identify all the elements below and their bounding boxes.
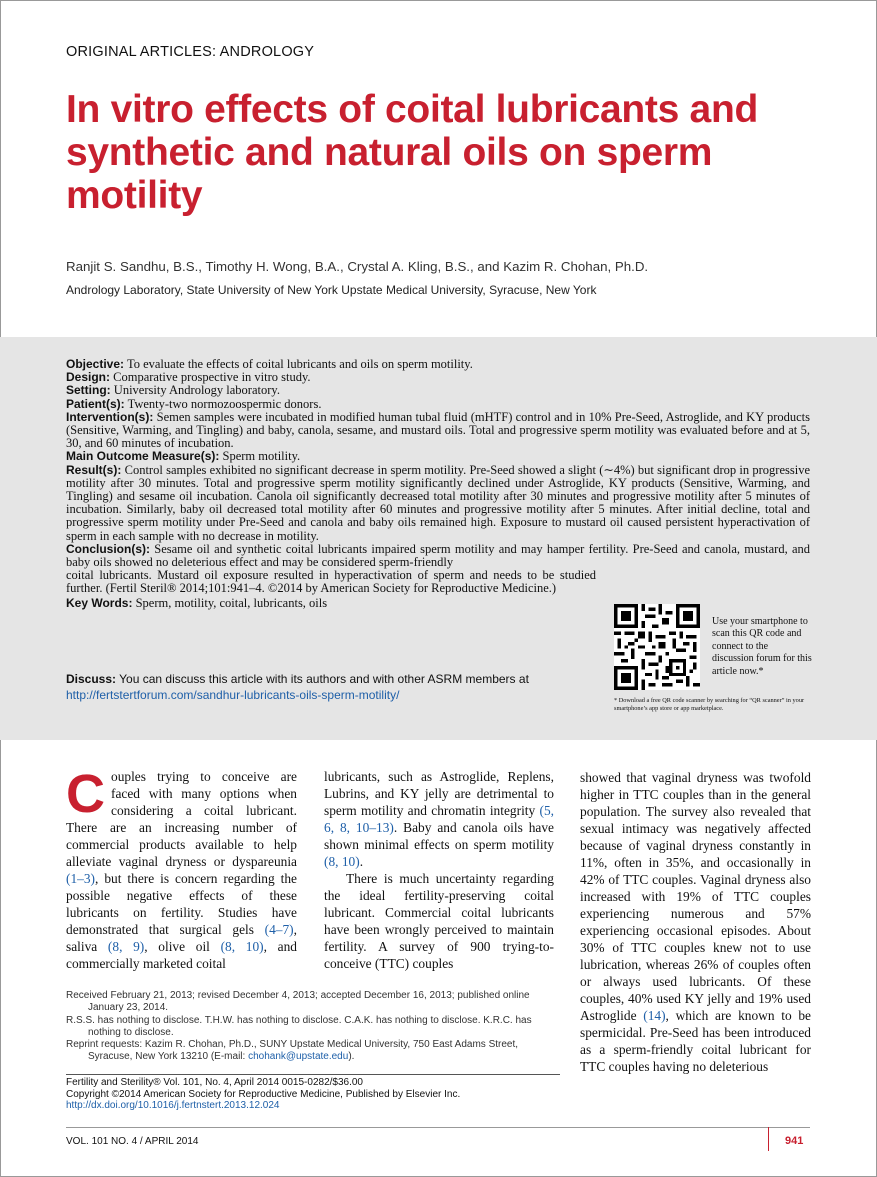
results-label: Result(s):	[66, 462, 122, 477]
body-text: . Baby and canola oils have shown minimal effects on sperm motility	[324, 820, 554, 852]
qr-footnote: * Download a free QR code scanner by searching for “QR scanner” in your smartphone’s app store or app marketplace.	[614, 697, 805, 712]
reprint-text: Reprint requests: Kazim R. Chohan, Ph.D., SUNY Upstate Medical University, 750 East Adams Street, Syracuse, New York 13210 (E-mail:	[66, 1039, 519, 1063]
qr-instructions: Use your smartphone to scan this QR code and connect to the discussion forum for this article now.*	[712, 616, 812, 677]
body-text: showed that vaginal dryness was twofold higher in TTC couples than in the general population. The survey also revealed that sexual intimacy was negatively affected because of vaginal dryness constantly in 11%, often in 35%, and occasionally in 42% of TTC couples. Vaginal dryness also increased with 19% of TTC couples experiencing numerous and 57% experiencing occasional episodes. About 30% of TTC couples knew not to use lubrication, whereas 26% of couples often or always used lubricants. Of these couples, 40% used KY jelly and 19% used Astroglide	[580, 770, 811, 1023]
interventions-text: Semen samples were incubated in modified human tubal fluid (mHTF) control and in 10% Pre-Seed, Astroglide, and KY products (Sensitive, Warming, and Tingling) and baby, canola, sesame, and mustard oils. Total and progressive sperm motility was evaluated before and at 5, 30, and 60 minutes of incubation.	[66, 409, 811, 451]
discuss-block	[66, 671, 596, 703]
journal-info: Fertility and Sterility® Vol. 101, No. 4, April 2014 0015-0282/$36.00	[66, 1077, 363, 1088]
body-column-3	[580, 769, 811, 1075]
email-link[interactable]: chohank@upstate.edu	[248, 1051, 349, 1063]
divider	[66, 1074, 560, 1075]
keywords-label: Key Words:	[66, 595, 133, 610]
disclosures: R.S.S. has nothing to disclose. T.H.W. has nothing to disclose. C.A.K. has nothing to disclose. K.R.C. has nothing to disclose.	[66, 1014, 532, 1038]
issue-info: VOL. 101 NO. 4 / APRIL 2014	[66, 1136, 199, 1147]
body-text: ouples trying to conceive are faced with many options when considering a coital lubricant. There are an increasing number of commercial products available to help alleviate vaginal dryness or dyspareunia	[66, 769, 297, 869]
keywords-text: Sperm, motility, coital, lubricants, oils	[135, 595, 328, 610]
patients-label: Patient(s):	[66, 396, 125, 411]
received-dates: Received February 21, 2013; revised December 4, 2013; accepted December 16, 2013; published online January 23, 2014.	[66, 990, 530, 1014]
objective-text: To evaluate the effects of coital lubricants and oils on sperm motility.	[126, 357, 473, 371]
ref-link[interactable]: (8, 9)	[107, 939, 145, 954]
outcome-label: Main Outcome Measure(s):	[66, 449, 220, 464]
affiliation: Andrology Laboratory, State University of New York Upstate Medical University, Syracuse, New York	[66, 283, 597, 297]
conclusion-text: Sesame oil and synthetic coital lubricants impaired sperm motility and may hamper fertility. Pre-Seed and canola, mustard, and baby oils showed no deleterious effect and may be considered sperm-friendly	[66, 541, 811, 570]
body-text: , which are known to be spermicidal. Pre-Seed has been introduced as a sperm-friendly coital lubricant for TTC couples having no deleterious	[580, 1008, 811, 1074]
ref-link[interactable]: (1–3)	[66, 871, 96, 886]
setting-text: University Andrology laboratory.	[113, 383, 280, 398]
body-paragraph: There is much uncertainty regarding the ideal fertility-preserving coital lubricant. Commercial coital lubricants have been wrongly perceived to maintain fertility. A survey of 900 trying-to-conceive (TTC) couples	[324, 871, 554, 971]
design-label: Design:	[66, 370, 111, 385]
setting-label: Setting:	[66, 383, 111, 398]
conclusion-label: Conclusion(s):	[66, 541, 150, 556]
body-text: , saliva	[66, 922, 297, 954]
body-text: lubricants, such as Astroglide, Replens, Lubrins, and KY jelly are detrimental to sperm motility and chromatin integrity	[324, 769, 554, 818]
ref-link[interactable]: (14)	[643, 1008, 666, 1023]
abstract-text	[66, 358, 810, 610]
ref-link[interactable]: (8, 10)	[324, 854, 360, 869]
footer-divider	[66, 1127, 810, 1128]
ref-link[interactable]: (4–7)	[264, 922, 294, 937]
discuss-forum-link[interactable]: http://fertstertforum.com/sandhur-lubricants-oils-sperm-motility/	[66, 688, 400, 702]
body-text: , olive oil	[144, 939, 210, 954]
interventions-label: Intervention(s):	[66, 409, 154, 424]
section-label: ORIGINAL ARTICLES: ANDROLOGY	[66, 44, 315, 60]
copyright: Copyright ©2014 American Society for Reproductive Medicine, Published by Elsevier Inc.	[66, 1088, 461, 1100]
doi-link[interactable]: http://dx.doi.org/10.1016/j.fertnstert.2013.12.024	[66, 1100, 280, 1111]
objective-label: Objective:	[66, 357, 125, 371]
body-text: , and commercially marketed coital	[66, 939, 297, 971]
design-text: Comparative prospective in vitro study.	[113, 370, 311, 385]
footer-accent-bar	[768, 1127, 769, 1151]
citation-block	[66, 1077, 460, 1112]
discuss-label: Discuss:	[66, 672, 117, 686]
body-text: , but there is concern regarding the possible negative effects of these lubricants on fertility. Studies have demonstrated that surgical gels	[66, 871, 297, 937]
results-text: Control samples exhibited no significant decrease in sperm motility. Pre-Seed showed a slight (∼4%) but significant drop in progressive motility after 30 minutes. Total and progressive sperm motility significantly declined under Astroglide, KY products (Sensitive, Warming, and Tingling) and sesame oil incubation. Canola oil significantly decreased total motility after 30 minutes and progressive motility after 5 minutes of incubation. Similarly, baby oil decreased total motility after 60 minutes and progressive motility after 5 minutes. After initial decline, total and progressive sperm motility under Pre-Seed and canola and baby oils remained high. Exposure to mustard oil caused persistent hyperactivation of sperm in each sample with no decrease in motility.	[66, 462, 811, 543]
conclusion-continued: coital lubricants. Mustard oil exposure resulted in hyperactivation of sperm and needs to be studied further. (Fertil Steril® 2014;101:941–4. ©2014 by American Society for Reproductive Medicine.)	[66, 568, 596, 596]
body-column-1	[66, 764, 297, 972]
body-column-2: lubricants, such as Astroglide, Replens, Lubrins, and KY jelly are detrimental to sperm motility and chromatin integrity (5, 6, 8, 10–13). Baby and canola oils have shown minimal effects on sperm motility (8, 10). There is much uncertainty regarding the ideal fertility-preserving coital lubricant. Commercial coital lubricants have been wrongly perceived to maintain fertility. A survey of 900 trying-to-conceive (TTC) couples	[324, 769, 554, 971]
drop-cap: C	[66, 764, 105, 824]
author-list: Ranjit S. Sandhu, B.S., Timothy H. Wong, B.A., Crystal A. Kling, B.S., and Kazim R. Chohan, Ph.D.	[66, 259, 649, 274]
ref-link[interactable]: (8, 10)	[220, 939, 264, 954]
reprint-requests	[66, 1039, 560, 1064]
discuss-text: You can discuss this article with its authors and with other ASRM members at	[119, 672, 529, 686]
article-title: In vitro effects of coital lubricants and synthetic and natural oils on sperm motility	[66, 88, 758, 217]
page-number: 941	[785, 1135, 804, 1147]
ref-link[interactable]: (5, 6, 8, 10–13)	[324, 803, 554, 835]
patients-text: Twenty-two normozoospermic donors.	[127, 396, 322, 411]
abstract-box	[0, 337, 877, 740]
reprint-end: ).	[348, 1051, 355, 1063]
outcome-text: Sperm motility.	[222, 449, 301, 464]
qr-code-icon	[614, 604, 700, 690]
article-history	[66, 990, 560, 1064]
